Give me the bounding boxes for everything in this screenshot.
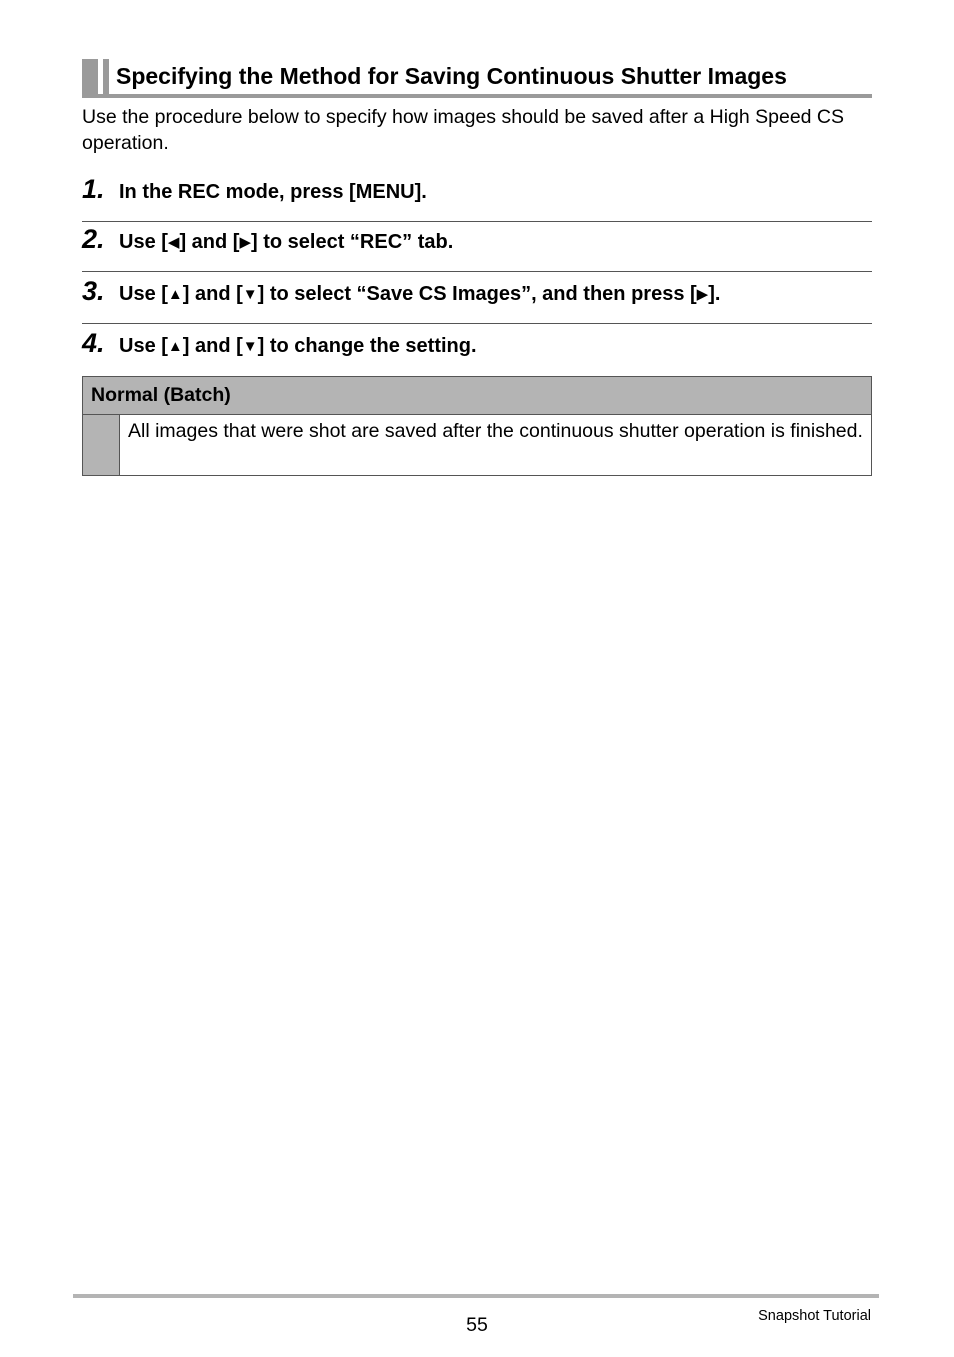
step-number: 1. — [82, 174, 105, 204]
step-divider — [82, 323, 872, 324]
step-4 — [82, 326, 872, 376]
step-text — [119, 179, 427, 205]
setting-table-indent — [83, 415, 120, 475]
step-text-part: ] and [ — [182, 335, 243, 357]
heading-marker — [82, 59, 98, 94]
step-text-part: Use [ — [119, 335, 168, 357]
setting-table — [82, 376, 872, 476]
up-arrow-icon: ▲ — [167, 286, 183, 303]
down-arrow-icon: ▼ — [242, 286, 258, 303]
step-3 — [82, 274, 872, 324]
step-text-part: ] to select “REC” tab. — [251, 231, 454, 253]
setting-description: All images that were shot are saved after the continuous shutter operation is finished. — [128, 420, 863, 442]
step-number: 3. — [82, 276, 105, 306]
setting-option-header — [83, 377, 871, 415]
step-text-part: ] and [ — [179, 231, 240, 253]
heading-marker-thin — [103, 59, 109, 94]
step-number: 4. — [82, 328, 105, 358]
step-text — [119, 229, 453, 256]
step-text-part: ] to select “Save CS Images”, and then press [ — [257, 283, 697, 305]
step-text-part: Use [ — [119, 231, 168, 253]
left-arrow-icon: ◀ — [167, 234, 180, 251]
step-text — [119, 333, 477, 360]
step-text-part: ] to change the setting. — [257, 335, 477, 357]
heading-underline — [82, 94, 872, 98]
step-text-part: ]. — [708, 283, 721, 305]
footer-section-label: Snapshot Tutorial — [758, 1308, 871, 1324]
step-2 — [82, 222, 872, 272]
section-title: Specifying the Method for Saving Continuous Shutter Images — [116, 63, 787, 89]
step-text-part: ] and [ — [182, 283, 243, 305]
intro-paragraph: Use the procedure below to specify how images should be saved after a High Speed CS operation. — [82, 106, 845, 154]
step-text-part: In the REC mode, press [MENU]. — [119, 181, 427, 203]
setting-option-label: Normal (Batch) — [91, 384, 231, 406]
right-arrow-icon: ▶ — [239, 234, 251, 251]
step-divider — [82, 271, 872, 272]
up-arrow-icon: ▲ — [167, 338, 183, 355]
down-arrow-icon: ▼ — [242, 338, 258, 355]
step-number: 2. — [82, 224, 105, 254]
step-text-part: Use [ — [119, 283, 168, 305]
step-1 — [82, 172, 872, 222]
right-arrow-icon: ▶ — [696, 286, 709, 303]
footer-divider — [73, 1294, 879, 1298]
step-text — [119, 281, 720, 308]
section-heading — [82, 59, 872, 98]
page-number: 55 — [466, 1314, 488, 1336]
